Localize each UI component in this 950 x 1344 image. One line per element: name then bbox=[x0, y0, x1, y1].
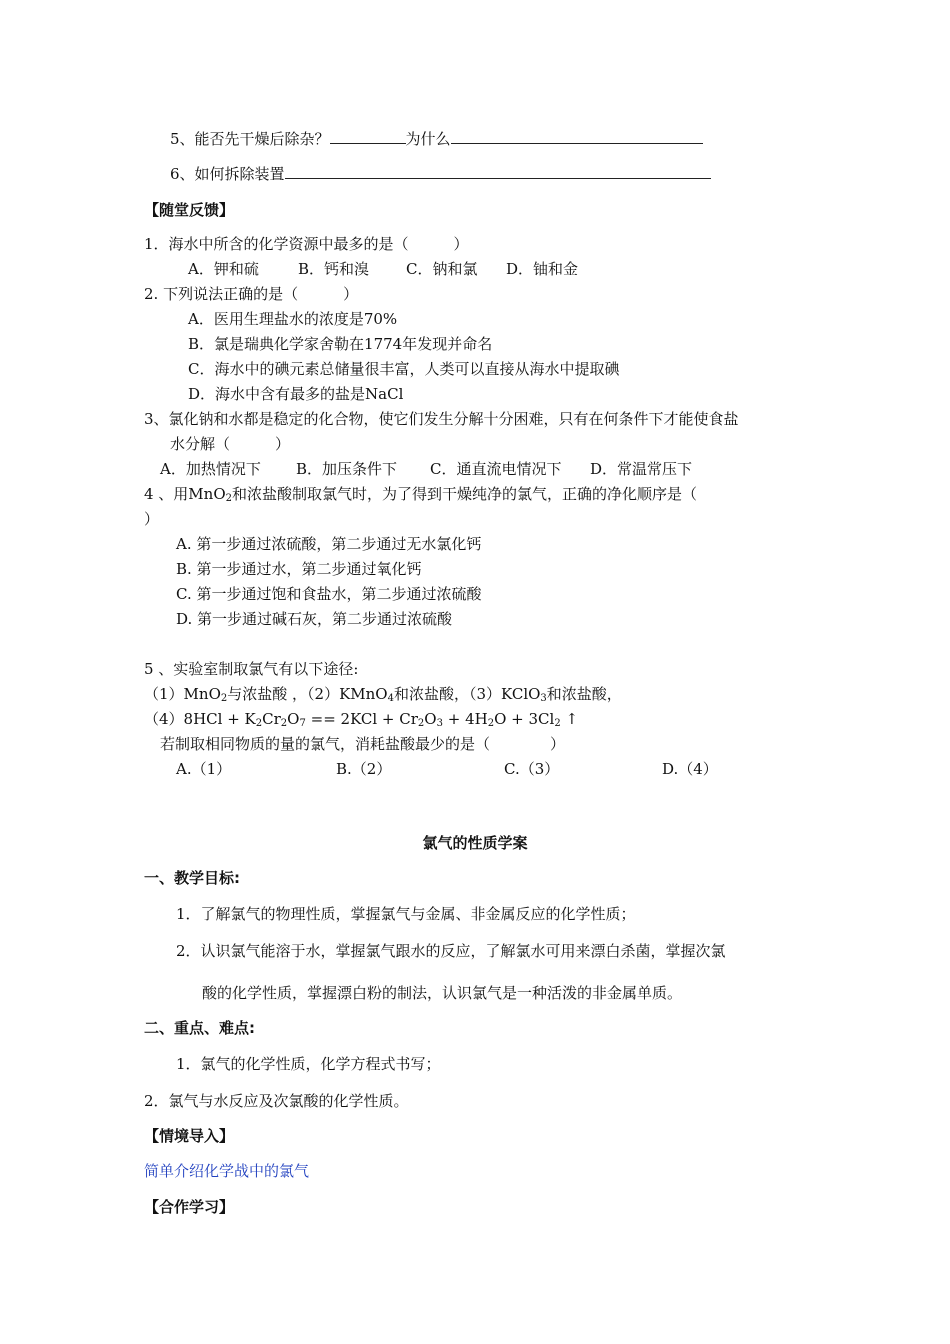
question-5-why: 为什么 bbox=[405, 130, 451, 148]
option-a: A.（1） bbox=[176, 760, 232, 778]
answer-blank[interactable] bbox=[285, 163, 711, 179]
key-point-1: 1．氯气的化学性质，化学方程式书写； bbox=[176, 1055, 441, 1073]
feedback-q2-stem: 2. 下列说法正确的是（ ） bbox=[144, 285, 359, 303]
stem-text: 和浓盐酸制取氯气时，为了得到干燥纯净的氯气，正确的净化顺序是（ bbox=[232, 485, 698, 503]
answer-blank[interactable] bbox=[451, 128, 703, 144]
option-b: B.（2） bbox=[336, 760, 392, 778]
option-a: A．加热情况下 bbox=[160, 460, 261, 478]
feedback-q3-stem-line1: 3、氯化钠和水都是稳定的化合物，使它们发生分解十分困难，只有在何条件下才能使食盐 bbox=[144, 410, 739, 428]
stem-text: 4 、用MnO bbox=[144, 485, 226, 503]
equation-text: == 2KCl + Cr bbox=[305, 710, 418, 728]
option-a: A．钾和硫 bbox=[188, 260, 259, 278]
plan-title: 氯气的性质学案 bbox=[422, 834, 528, 852]
feedback-q5-question: 若制取相同物质的量的氯气，消耗盐酸最少的是（ ） bbox=[160, 735, 566, 753]
feedback-q1-stem: 1．海水中所含的化学资源中最多的是（ ） bbox=[144, 235, 469, 253]
question-6-text: 6、如何拆除装置 bbox=[170, 165, 285, 183]
subscript: 2 bbox=[417, 718, 425, 729]
cooperative-learning-heading: 【合作学习】 bbox=[144, 1198, 235, 1216]
option-c: C．通直流电情况下 bbox=[430, 460, 562, 478]
option-d: D．铀和金 bbox=[506, 260, 579, 278]
equation-text: ↑ bbox=[560, 710, 579, 728]
question-6-line bbox=[170, 163, 711, 184]
option-b: B. 第一步通过水，第二步通过氧化钙 bbox=[176, 560, 422, 578]
key-point-2: 2．氯气与水反应及次氯酸的化学性质。 bbox=[144, 1092, 409, 1110]
goal-1: 1．了解氯气的物理性质，掌握氯气与金属、非金属反应的化学性质； bbox=[176, 905, 636, 923]
goal-2-line2: 酸的化学性质，掌握漂白粉的制法，认识氯气是一种活泼的非金属单质。 bbox=[202, 984, 683, 1002]
equation-text: （4）8HCl + K bbox=[144, 710, 256, 728]
equation-text: O bbox=[287, 710, 300, 728]
subscript: 4 bbox=[387, 693, 394, 704]
option-d: D．海水中含有最多的盐是NaCl bbox=[188, 385, 404, 403]
goals-heading: 一、教学目标: bbox=[144, 869, 240, 887]
feedback-q4-close: ） bbox=[144, 510, 160, 528]
answer-blank[interactable] bbox=[330, 128, 406, 144]
feedback-q5-stem: 5 、实验室制取氯气有以下途径: bbox=[144, 660, 359, 678]
route-text: 和浓盐酸， bbox=[546, 685, 622, 703]
subscript: 7 bbox=[299, 718, 306, 729]
intro-link[interactable]: 简单介绍化学战中的氯气 bbox=[144, 1162, 310, 1180]
feedback-q1-options bbox=[188, 259, 578, 279]
option-d: D. 第一步通过碱石灰，第二步通过浓硫酸 bbox=[176, 610, 453, 628]
route-text: 与浓盐酸 ， bbox=[227, 685, 308, 703]
feedback-q3-options bbox=[160, 459, 692, 479]
option-c: C．钠和氯 bbox=[406, 260, 478, 278]
route-text: （1）MnO bbox=[144, 685, 221, 703]
option-c: C.（3） bbox=[504, 760, 560, 778]
option-b: B．氯是瑞典化学家舍勒在1774年发现并命名 bbox=[188, 335, 493, 353]
equation-text: Cr bbox=[262, 710, 281, 728]
subscript: 2 bbox=[255, 718, 263, 729]
route-text: （2）KMnO bbox=[307, 685, 388, 703]
key-heading: 二、重点、难点: bbox=[144, 1019, 255, 1037]
option-c: C. 第一步通过饱和食盐水，第二步通过浓硫酸 bbox=[176, 585, 482, 603]
goal-2-line1: 2．认识氯气能溶于水，掌握氯气跟水的反应，了解氯水可用来漂白杀菌，掌握次氯 bbox=[176, 942, 726, 960]
option-a: A．医用生理盐水的浓度是70% bbox=[188, 310, 398, 328]
question-5-text: 5、能否先干燥后除杂？ bbox=[170, 130, 330, 148]
subscript: 3 bbox=[436, 718, 443, 729]
subscript: 2 bbox=[487, 718, 495, 729]
subscript: 2 bbox=[554, 718, 561, 729]
question-5-line bbox=[170, 128, 703, 149]
option-b: B．钙和溴 bbox=[298, 260, 370, 278]
subscript: 3 bbox=[540, 693, 547, 704]
feedback-q5-equation bbox=[144, 709, 578, 734]
subscript: 2 bbox=[280, 718, 288, 729]
feedback-q3-stem-line2: 水分解（ ） bbox=[170, 435, 291, 453]
subscript: 2 bbox=[225, 493, 233, 504]
option-d: D.（4） bbox=[662, 760, 718, 778]
option-c: C．海水中的碘元素总储量很丰富，人类可以直接从海水中提取碘 bbox=[188, 360, 620, 378]
route-text: （3）KClO bbox=[469, 685, 541, 703]
feedback-heading: 【随堂反馈】 bbox=[144, 201, 235, 219]
feedback-q5-routes bbox=[144, 684, 622, 709]
equation-text: + 4H bbox=[442, 710, 488, 728]
intro-heading: 【情境导入】 bbox=[144, 1127, 235, 1145]
option-d: D．常温常压下 bbox=[590, 460, 693, 478]
feedback-q5-options bbox=[176, 759, 718, 779]
equation-text: O + 3Cl bbox=[494, 710, 555, 728]
subscript: 2 bbox=[220, 693, 228, 704]
route-text: 和浓盐酸， bbox=[393, 685, 469, 703]
option-b: B．加压条件下 bbox=[296, 460, 398, 478]
option-a: A. 第一步通过浓硫酸，第二步通过无水氯化钙 bbox=[176, 535, 482, 553]
equation-text: O bbox=[424, 710, 437, 728]
feedback-q4-stem bbox=[144, 484, 697, 509]
